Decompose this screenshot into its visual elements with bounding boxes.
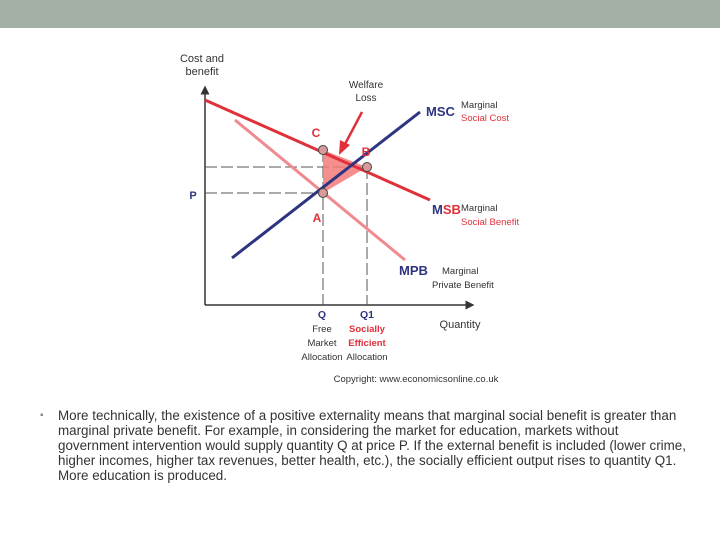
welfare-loss-label-line1: Welfare [348,80,384,91]
q1-caption-line2: Efficient [348,338,386,349]
price-label: P [189,190,197,202]
point-b-label: B [361,145,371,159]
point-c-marker [319,146,328,155]
q1-label: Q1 [359,309,375,321]
y-axis-label-line1: Cost and [179,53,225,65]
bullet-text: More technically, the existence of a positive externality means that marginal social benefit is greater than marginal private benefit. For example, in considering the market for education, markets without government intervention would supply quantity Q at price P. If the external benefit is included (lower crime, higher incomes, higher tax revenues, better health, etc.), the socially efficient output rises to quantity Q1. More education is produced. [58,408,686,483]
copyright-text: Copyright: www.economicsonline.co.uk [333,374,499,385]
bullet-marker-icon: ▪ [40,410,44,421]
q-caption-line2: Market [307,338,337,349]
msb-abbr-label: MSB [432,202,461,217]
msc-desc-line2: Social Cost [461,113,510,124]
q-caption-line3: Allocation [301,352,343,363]
msb-curve [205,100,430,200]
msc-abbr-label: MSC [426,104,455,119]
q-caption-line1: Free [312,324,332,335]
mpb-desc-line2: Private Benefit [432,280,494,291]
mpb-abbr-label: MPB [399,263,428,278]
point-b-marker [363,163,372,172]
msb-desc-line2: Social Benefit [461,217,520,228]
x-axis-label: Quantity [439,319,481,331]
q1-caption-line1: Socially [349,324,385,335]
q1-caption-line3: Allocation [346,352,388,363]
msb-desc-line1: Marginal [461,203,498,214]
mpb-desc-line1: Marginal [442,266,479,277]
msc-curve [232,112,420,258]
point-a-label: A [312,211,322,225]
point-c-label: C [311,126,321,140]
welfare-loss-label-line2: Loss [355,93,377,104]
bullet-point [40,408,690,483]
point-a-marker [319,189,328,198]
msc-desc-line1: Marginal [461,100,498,111]
q-label: Q [317,309,327,321]
welfare-loss-arrowhead [339,140,350,155]
welfare-loss-arrow [344,112,362,146]
y-axis-label-line2: benefit [185,66,219,78]
